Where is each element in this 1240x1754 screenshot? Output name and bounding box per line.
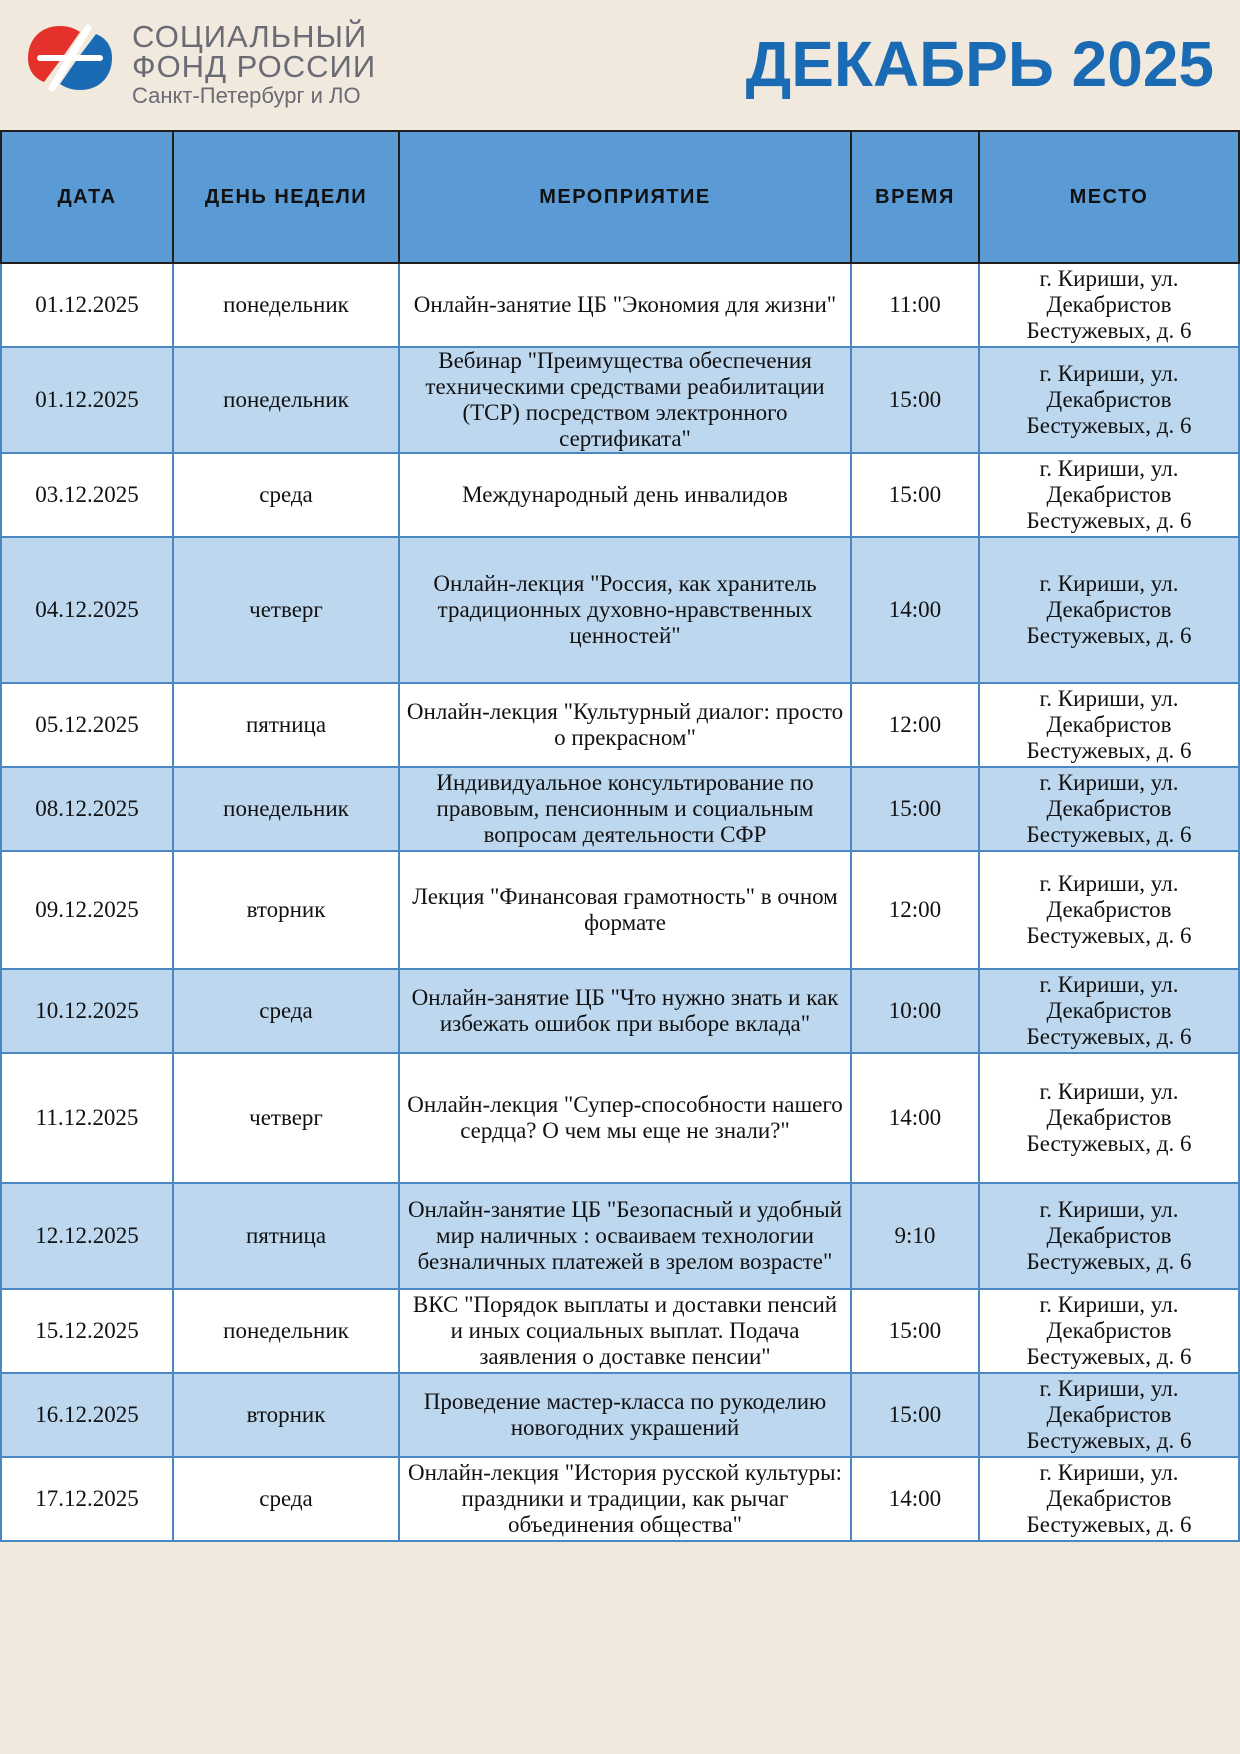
- cell-time: 15:00: [851, 1289, 979, 1373]
- cell-weekday: пятница: [173, 1183, 399, 1289]
- cell-weekday: четверг: [173, 537, 399, 683]
- logo-line-1: СОЦИАЛЬНЫЙ: [132, 19, 368, 54]
- cell-date: 01.12.2025: [1, 347, 173, 453]
- cell-date: 12.12.2025: [1, 1183, 173, 1289]
- cell-event: Вебинар "Преимущества обеспечения техническими средствами реабилитации (ТСР) посредством электронного сертификата": [399, 347, 851, 453]
- cell-event: Онлайн-занятие ЦБ "Экономия для жизни": [399, 263, 851, 347]
- cell-time: 11:00: [851, 263, 979, 347]
- table-header: [1, 131, 1239, 263]
- table-body: [1, 263, 1239, 1541]
- cell-event: Проведение мастер-класса по рукоделию новогодних украшений: [399, 1373, 851, 1457]
- table-header-row: [1, 131, 1239, 263]
- table-row: [1, 1053, 1239, 1183]
- logo-text: [132, 19, 422, 110]
- cell-date: 01.12.2025: [1, 263, 173, 347]
- column-header-date: ДАТА: [1, 131, 173, 263]
- cell-event: ВКС "Порядок выплаты и доставки пенсий и иных социальных выплат. Подача заявления о доставке пенсии": [399, 1289, 851, 1373]
- cell-place: г. Кириши, ул. Декабристов Бестужевых, д. 6: [979, 263, 1239, 347]
- cell-time: 12:00: [851, 683, 979, 767]
- cell-time: 9:10: [851, 1183, 979, 1289]
- cell-place: г. Кириши, ул. Декабристов Бестужевых, д. 6: [979, 1373, 1239, 1457]
- cell-place: г. Кириши, ул. Декабристов Бестужевых, д. 6: [979, 1053, 1239, 1183]
- cell-weekday: вторник: [173, 1373, 399, 1457]
- cell-date: 10.12.2025: [1, 969, 173, 1053]
- cell-weekday: понедельник: [173, 347, 399, 453]
- table-row: [1, 537, 1239, 683]
- month-title: ДЕКАБРЬ 2025: [745, 28, 1214, 100]
- cell-time: 14:00: [851, 537, 979, 683]
- table-row: [1, 1183, 1239, 1289]
- cell-event: Онлайн-лекция "История русской культуры: праздники и традиции, как рычаг объединения общества": [399, 1457, 851, 1541]
- cell-time: 12:00: [851, 851, 979, 969]
- cell-place: г. Кириши, ул. Декабристов Бестужевых, д. 6: [979, 851, 1239, 969]
- cell-time: 15:00: [851, 453, 979, 537]
- cell-event: Международный день инвалидов: [399, 453, 851, 537]
- cell-date: 03.12.2025: [1, 453, 173, 537]
- cell-place: г. Кириши, ул. Декабристов Бестужевых, д. 6: [979, 969, 1239, 1053]
- column-header-event: МЕРОПРИЯТИЕ: [399, 131, 851, 263]
- cell-date: 16.12.2025: [1, 1373, 173, 1457]
- cell-place: г. Кириши, ул. Декабристов Бестужевых, д. 6: [979, 1183, 1239, 1289]
- cell-time: 15:00: [851, 767, 979, 851]
- page-header: [0, 0, 1240, 130]
- logo-line-3: Санкт-Петербург и ЛО: [132, 83, 361, 108]
- cell-weekday: среда: [173, 969, 399, 1053]
- table-row: [1, 969, 1239, 1053]
- cell-place: г. Кириши, ул. Декабристов Бестужевых, д. 6: [979, 683, 1239, 767]
- cell-place: г. Кириши, ул. Декабристов Бестужевых, д. 6: [979, 1289, 1239, 1373]
- cell-weekday: вторник: [173, 851, 399, 969]
- cell-time: 15:00: [851, 1373, 979, 1457]
- cell-weekday: четверг: [173, 1053, 399, 1183]
- table-row: [1, 1373, 1239, 1457]
- cell-place: г. Кириши, ул. Декабристов Бестужевых, д. 6: [979, 767, 1239, 851]
- cell-event: Онлайн-занятие ЦБ "Что нужно знать и как избежать ошибок при выборе вклада": [399, 969, 851, 1053]
- column-header-place: МЕСТО: [979, 131, 1239, 263]
- cell-weekday: понедельник: [173, 263, 399, 347]
- cell-date: 04.12.2025: [1, 537, 173, 683]
- cell-time: 10:00: [851, 969, 979, 1053]
- cell-date: 15.12.2025: [1, 1289, 173, 1373]
- cell-event: Онлайн-занятие ЦБ "Безопасный и удобный мир наличных : осваиваем технологии безналичных платежей в зрелом возрасте": [399, 1183, 851, 1289]
- cell-event: Лекция "Финансовая грамотность" в очном формате: [399, 851, 851, 969]
- table-row: [1, 347, 1239, 453]
- table-row: [1, 453, 1239, 537]
- cell-weekday: понедельник: [173, 1289, 399, 1373]
- cell-place: г. Кириши, ул. Декабристов Бестужевых, д. 6: [979, 537, 1239, 683]
- cell-event: Онлайн-лекция "Россия, как хранитель традиционных духовно-нравственных ценностей": [399, 537, 851, 683]
- table-row: [1, 851, 1239, 969]
- table-row: [1, 767, 1239, 851]
- cell-time: 14:00: [851, 1053, 979, 1183]
- cell-time: 15:00: [851, 347, 979, 453]
- cell-place: г. Кириши, ул. Декабристов Бестужевых, д. 6: [979, 347, 1239, 453]
- events-schedule-table: [0, 130, 1240, 1542]
- cell-weekday: среда: [173, 453, 399, 537]
- cell-event: Онлайн-лекция "Супер-способности нашего сердца? О чем мы еще не знали?": [399, 1053, 851, 1183]
- cell-place: г. Кириши, ул. Декабристов Бестужевых, д. 6: [979, 1457, 1239, 1541]
- cell-time: 14:00: [851, 1457, 979, 1541]
- cell-date: 09.12.2025: [1, 851, 173, 969]
- cell-weekday: пятница: [173, 683, 399, 767]
- cell-weekday: понедельник: [173, 767, 399, 851]
- cell-date: 17.12.2025: [1, 1457, 173, 1541]
- table-row: [1, 1457, 1239, 1541]
- column-header-weekday: ДЕНЬ НЕДЕЛИ: [173, 131, 399, 263]
- sfr-logo-icon: [22, 18, 118, 98]
- table-row: [1, 263, 1239, 347]
- column-header-time: ВРЕМЯ: [851, 131, 979, 263]
- logo-line-2: ФОНД РОССИИ: [132, 49, 377, 84]
- cell-weekday: среда: [173, 1457, 399, 1541]
- cell-date: 11.12.2025: [1, 1053, 173, 1183]
- cell-date: 05.12.2025: [1, 683, 173, 767]
- table-row: [1, 1289, 1239, 1373]
- table-row: [1, 683, 1239, 767]
- cell-date: 08.12.2025: [1, 767, 173, 851]
- cell-place: г. Кириши, ул. Декабристов Бестужевых, д. 6: [979, 453, 1239, 537]
- sfr-logo: [22, 18, 412, 114]
- cell-event: Онлайн-лекция "Культурный диалог: просто о прекрасном": [399, 683, 851, 767]
- cell-event: Индивидуальное консультирование по правовым, пенсионным и социальным вопросам деятельности СФР: [399, 767, 851, 851]
